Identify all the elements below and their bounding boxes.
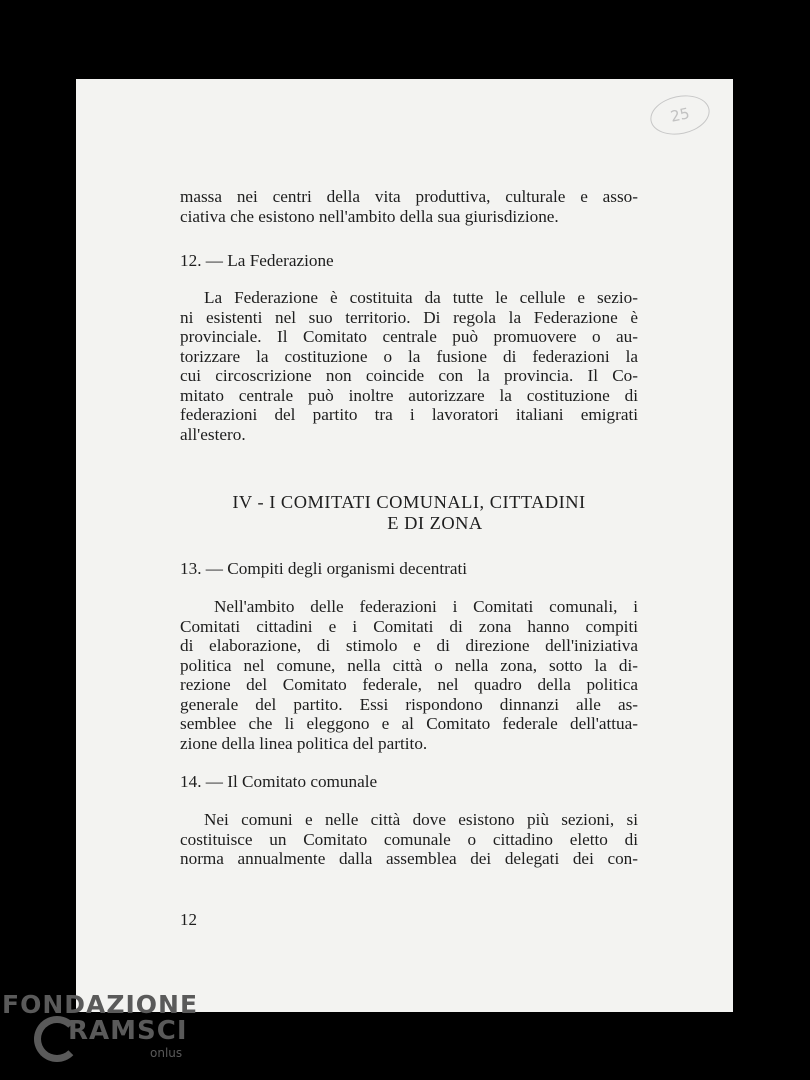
chapter-heading bbox=[180, 492, 638, 534]
text-line: costituisce un Comitato comunale o cittadino eletto di bbox=[180, 829, 638, 849]
text-line: massa nei centri della vita produttiva, culturale e asso- bbox=[180, 187, 638, 206]
section-12-body bbox=[180, 288, 638, 444]
text-line: mitato centrale può inoltre autorizzare la costituzione di bbox=[180, 385, 638, 405]
text-line: generale del partito. Essi rispondono dinnanzi alle as- bbox=[180, 694, 638, 714]
text-line: federazioni del partito tra i lavoratori italiani emigrati bbox=[180, 405, 638, 424]
text-line: provinciale. Il Comitato centrale può promuovere o au- bbox=[180, 327, 638, 346]
chapter-heading-line2: E DI ZONA bbox=[387, 513, 483, 533]
paragraph-continuation bbox=[180, 187, 638, 226]
handwritten-page-annotation: 25 bbox=[647, 90, 714, 140]
text-line: all'estero. bbox=[180, 424, 246, 444]
text-line: ciativa che esistono nell'ambito della sua giurisdizione. bbox=[180, 206, 559, 226]
text-line: di elaborazione, di stimolo e di direzione dell'iniziativa bbox=[180, 636, 638, 655]
section-14-body bbox=[180, 810, 638, 869]
logo-text-line2: RAMSCI bbox=[68, 1016, 188, 1046]
text-line: torizzare la costituzione o la fusione di federazioni la bbox=[180, 346, 638, 366]
text-line: norma annualmente dalla assemblea dei delegati dei con- bbox=[180, 849, 638, 868]
section-heading-13: 13. — Compiti degli organismi decentrati bbox=[180, 559, 468, 578]
text-line: La Federazione è costituita da tutte le cellule e sezio- bbox=[204, 288, 638, 307]
text-line: Comitati cittadini e i Comitati di zona hanno compiti bbox=[180, 616, 638, 636]
text-line: semblee che li eleggono e al Comitato federale dell'attua- bbox=[180, 714, 638, 733]
section-13-body bbox=[180, 597, 638, 753]
page-number: 12 bbox=[180, 910, 197, 929]
fondazione-gramsci-logo bbox=[2, 990, 202, 1075]
section-heading-14: 14. — Il Comitato comunale bbox=[180, 772, 378, 791]
text-line: politica nel comune, nella città o nella zona, sotto la di- bbox=[180, 655, 638, 675]
chapter-heading-line1: IV - I COMITATI COMUNALI, CITTADINI bbox=[232, 492, 586, 512]
text-line: cui circoscrizione non coincide con la provincia. Il Co- bbox=[180, 366, 638, 385]
logo-text-line1: FONDAZIONE bbox=[2, 990, 199, 1019]
section-heading-12: 12. — La Federazione bbox=[180, 251, 334, 270]
text-line: Nei comuni e nelle città dove esistono più sezioni, si bbox=[204, 810, 638, 829]
text-line: rezione del Comitato federale, nel quadro della politica bbox=[180, 675, 638, 694]
text-line: zione della linea politica del partito. bbox=[180, 733, 428, 753]
logo-onlus: onlus bbox=[150, 1046, 183, 1060]
text-line: Nell'ambito delle federazioni i Comitati comunali, i bbox=[214, 597, 638, 616]
text-line: ni esistenti nel suo territorio. Di regola la Federazione è bbox=[180, 307, 638, 327]
